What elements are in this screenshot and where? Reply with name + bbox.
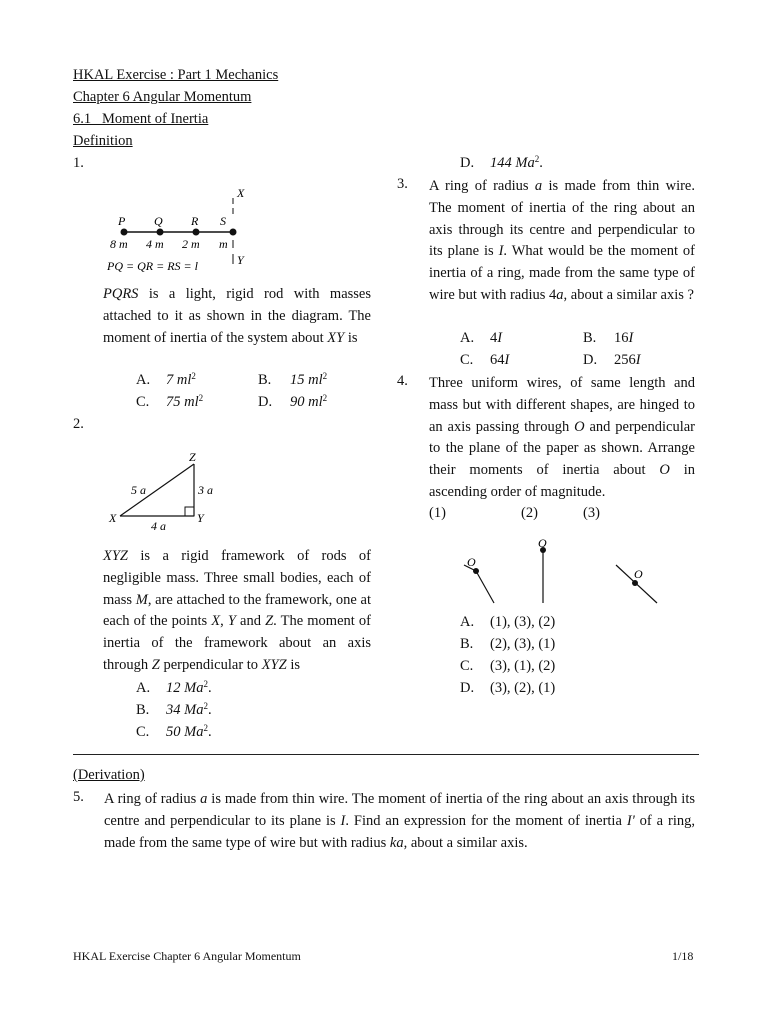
q2-option-a-label[interactable]: A.: [136, 680, 151, 696]
q3-option-b-label[interactable]: B.: [583, 330, 597, 346]
label-hyp: 5 a: [131, 483, 146, 497]
right-angle-mark: [185, 507, 194, 516]
q2-option-b[interactable]: 34 Ma$^2$.: [166, 701, 212, 718]
q1-option-a-label[interactable]: A.: [136, 372, 151, 388]
section-divider: [73, 754, 699, 755]
q2-option-c[interactable]: 50 Ma$^2$.: [166, 723, 212, 740]
q4-option-b-label[interactable]: B.: [460, 636, 474, 652]
q3-number: 3.: [397, 176, 408, 192]
mass-label-s: m: [219, 237, 228, 251]
label-s: S: [220, 214, 226, 228]
derivation-heading: (Derivation): [73, 767, 145, 783]
q4-wires-diagram: [450, 530, 680, 610]
q3-text: A ring of radius a is made from thin wire. The moment of inertia of the ring about an axis through its centre and perpendicular to its plane is I. What would be the moment of inertia of a ring, made from the same type of wire but with radius 4a, about a similar axis ?: [429, 178, 695, 303]
doc-title: HKAL Exercise : Part 1 Mechanics: [73, 67, 279, 83]
label-p: P: [118, 214, 126, 228]
q2-text: XYZ is a rigid framework of rods of negligible mass. Three small bodies, each of mass M, are attached to the framework, one at each of the points X, Y and Z. The moment of inertia of the framework about an axis through Z perpendicular to XYZ is: [103, 548, 371, 673]
wire-1-long: [476, 571, 494, 603]
label-r: R: [191, 214, 199, 228]
q4-text: Three uniform wires, of same length and mass but with different shapes, are hinged to an axis passing through O and perpendicular to the plane of the paper as shown. Arrange their moments of inertia about O in ascending order of magnitude.: [429, 375, 695, 500]
mass-dot-p: [121, 229, 128, 236]
label-vert: 3 a: [198, 483, 213, 497]
mass-dot-s: [230, 229, 237, 236]
q1-option-d-label[interactable]: D.: [258, 394, 273, 410]
q4-option-d[interactable]: (3), (2), (1): [490, 680, 556, 696]
q4-option-a[interactable]: (1), (3), (2): [490, 614, 556, 630]
mass-label-p: 8 m: [110, 237, 128, 251]
q4-option-a-label[interactable]: A.: [460, 614, 475, 630]
label-q: Q: [154, 214, 163, 228]
mass-dot-q: [157, 229, 164, 236]
q5-number: 5.: [73, 789, 84, 805]
q1-option-c-label[interactable]: C.: [136, 394, 150, 410]
q2-option-b-label[interactable]: B.: [136, 702, 150, 718]
label-axis-y: Y: [237, 253, 244, 267]
label-x: X: [109, 511, 117, 525]
q3-option-d[interactable]: 256I: [614, 352, 641, 368]
q2-number: 2.: [73, 416, 84, 432]
label-base: 4 a: [151, 519, 166, 533]
subsection-title: Definition: [73, 133, 133, 149]
q3-option-d-label[interactable]: D.: [583, 352, 598, 368]
pivot-label-1: O: [467, 555, 476, 569]
q4-label-3: (3): [583, 505, 600, 521]
q2-option-d-label[interactable]: D.: [460, 155, 475, 171]
q3-option-b[interactable]: 16I: [614, 330, 634, 346]
q1-option-d[interactable]: 90 $ml^2$: [290, 393, 328, 410]
q1-rod-diagram: [100, 182, 270, 282]
q3-option-c[interactable]: 64I: [490, 352, 510, 368]
q3-option-a-label[interactable]: A.: [460, 330, 475, 346]
mass-dot-r: [193, 229, 200, 236]
pivot-label-2: O: [538, 536, 547, 550]
q4-label-1: (1): [429, 505, 446, 521]
q1-number: 1.: [73, 155, 84, 171]
q1-option-b-label[interactable]: B.: [258, 372, 272, 388]
q1-option-c[interactable]: 75 $ml^2$: [166, 393, 204, 410]
q4-option-b[interactable]: (2), (3), (1): [490, 636, 556, 652]
q4-label-2: (2): [521, 505, 538, 521]
q3-option-c-label[interactable]: C.: [460, 352, 474, 368]
mass-label-q: 4 m: [146, 237, 164, 251]
mass-label-r: 2 m: [182, 237, 200, 251]
q4-number: 4.: [397, 373, 408, 389]
q4-option-d-label[interactable]: D.: [460, 680, 475, 696]
footer-left: HKAL Exercise Chapter 6 Angular Momentum: [73, 949, 301, 963]
q4-option-c[interactable]: (3), (1), (2): [490, 658, 556, 674]
q3-option-a[interactable]: 4I: [490, 330, 503, 346]
q2-option-a[interactable]: 12 Ma$^2$.: [166, 679, 212, 696]
label-y: Y: [197, 511, 204, 525]
label-axis-x: X: [237, 186, 245, 200]
chapter-title: Chapter 6 Angular Momentum: [73, 89, 252, 105]
q1-text: PQRS is a light, rigid rod with masses attached to it as shown in the diagram. The moment of inertia of the system about XY is: [103, 286, 371, 346]
q4-option-c-label[interactable]: C.: [460, 658, 474, 674]
q2-option-c-label[interactable]: C.: [136, 724, 150, 740]
q1-option-a[interactable]: 7 $ml^2$: [166, 371, 196, 388]
pivot-label-3: O: [634, 567, 643, 581]
q2-option-d[interactable]: 144 Ma$^2$.: [490, 154, 543, 171]
q2-triangle-diagram: [100, 446, 240, 536]
section-title: 6.1 Moment of Inertia: [73, 111, 209, 127]
q5-text: A ring of radius a is made from thin wire. The moment of inertia of the ring about an axis through its centre and perpendicular to its plane is I. Find an expression for the moment of inertia I' of a ring, made from the same type of wire but with radius ka, about a similar axis.: [104, 791, 695, 851]
page-number: 1/18: [672, 949, 694, 963]
length-relation: PQ = QR = RS = l: [107, 259, 198, 273]
label-z: Z: [189, 450, 196, 464]
q1-option-b[interactable]: 15 $ml^2$: [290, 371, 328, 388]
